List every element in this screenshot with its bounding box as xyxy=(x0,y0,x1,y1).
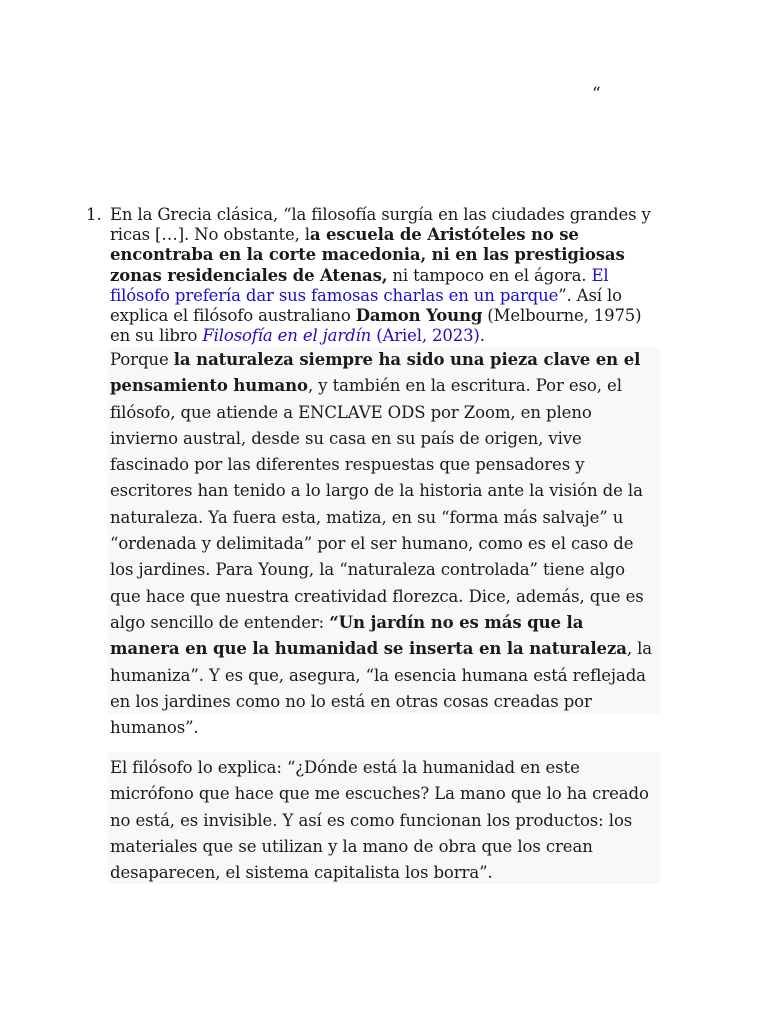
paragraph-naturaleza xyxy=(110,347,658,741)
list-number: 1. xyxy=(86,205,102,224)
text-run: En la Grecia clásica, “la filosofía surgía en las ciudades grandes y ricas […]. No obstante, l xyxy=(110,205,651,245)
book-title: Filosofía en el jardín xyxy=(202,326,372,346)
publisher-text: (Ariel, 2023) xyxy=(371,326,480,346)
bold-run: la naturaleza siempre ha sido una pieza clave en el pensamiento humano xyxy=(110,350,641,396)
opening-quote-mark: “ xyxy=(592,84,601,104)
shaded-paragraph-block xyxy=(108,752,660,884)
text-run: , la humaniza”. Y es que, asegura, “la esencia humana está reflejada en los jardines como no lo está en otras cosas creadas por humanos”. xyxy=(110,639,653,738)
text-run: , y también en la escritura. Por eso, el filósofo, que atiende a ENCLAVE ODS por Zoom, en pleno invierno austral, desde su casa en su país de origen, vive fascinado por las diferentes respuestas que pensadores y escritores han tenido a lo largo de la historia ante la visión de la naturaleza. Ya fuera esta, matiza, en su “forma más salvaje” u “ordenada y delimitada” por el ser humano, como es el caso de los jardines. Para Young, la “naturaleza controlada” tiene algo que hace que nuestra creatividad florezca. Dice, además, que es algo sencillo de entender: xyxy=(110,376,644,632)
hyperlink-parque[interactable]: El filósofo prefería dar sus famosas charlas en un parque xyxy=(110,265,609,305)
hyperlink-book[interactable] xyxy=(202,326,479,345)
text-run: (Melbourne, 1975) en su libro xyxy=(110,306,642,346)
text-run: . xyxy=(479,326,485,346)
shaded-paragraph-block xyxy=(108,347,660,738)
text-run: Porque xyxy=(110,350,174,369)
list-item-text xyxy=(110,205,656,346)
paragraph-microfono: El filósofo lo explica: “¿Dónde está la humanidad en este micrófono que hace que me escuches? La mano que lo ha creado no está, es invisible. Y así es como funcionan los productos: los materiales que se utilizan y la mano de obra que los crean desaparecen, el sistema capitalista los borra”. xyxy=(110,758,649,883)
bold-run: a escuela de Aristóteles no se encontraba en la corte macedonia, ni en las prestigiosas zonas residenciales de Atenas, xyxy=(110,225,625,285)
text-run: ni tampoco en el ágora. xyxy=(387,265,592,285)
bold-quote: “Un jardín no es más que la manera en que la humanidad se inserta en la naturaleza xyxy=(110,612,627,659)
author-name: Damon Young xyxy=(355,306,483,326)
text-run: ”. Así lo explica el filósofo australiano xyxy=(110,285,622,326)
numbered-list-item xyxy=(86,205,656,346)
